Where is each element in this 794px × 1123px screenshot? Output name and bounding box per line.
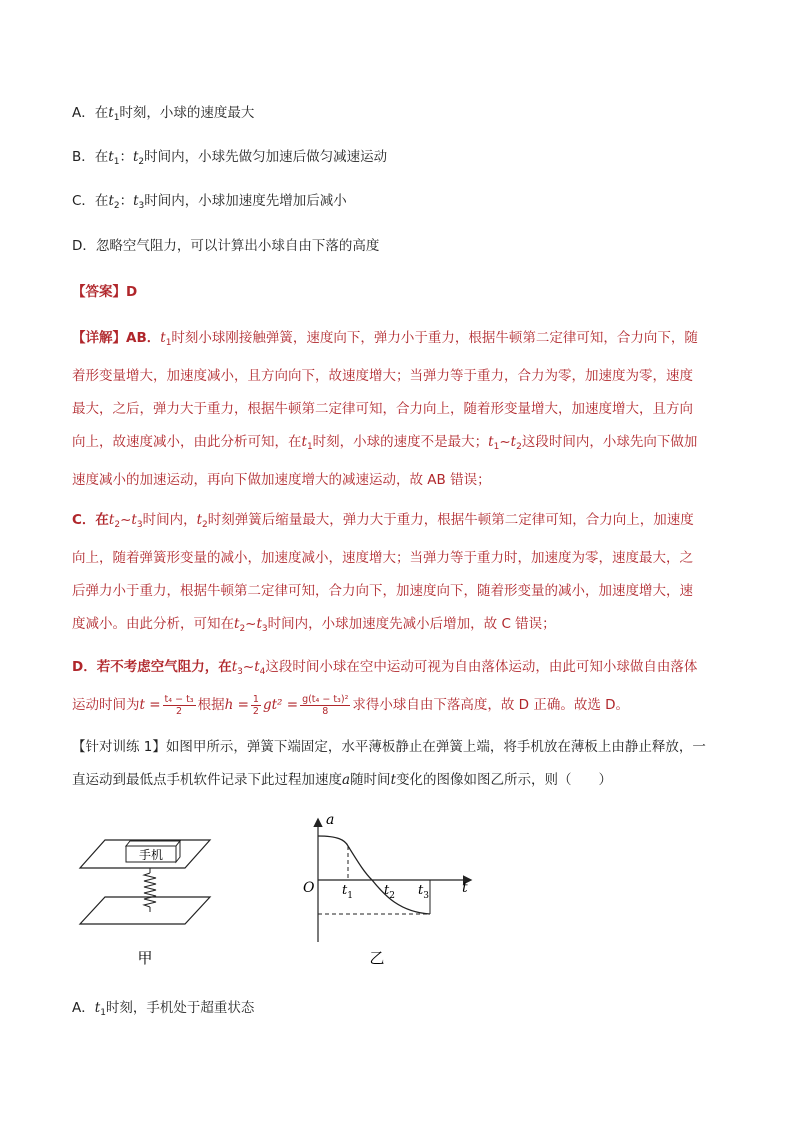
formula-t: t = $\frac{\text{t₄ − t₃}}{2}$ xyxy=(139,693,194,717)
t2-label: $t_2$ xyxy=(384,883,395,901)
origin-label: O xyxy=(303,880,315,896)
axis-y-label: a xyxy=(326,812,335,828)
option-b: B．在$t_1$：$t_2$时间内，小球先做匀加速后做匀减速运动 xyxy=(72,149,388,167)
caption-right: 乙 xyxy=(369,949,385,967)
detail-c: C．在$t_2\sim t_3$时间内，$t_2$时刻弹簧后缩量最大，弹力大于重力，根据牛顿第二定律可知，合力向上，加速度 向上，随着弹簧形变量的减小，加速度减小，速度增大；当弹力等于重力时，加速度为零，速度最大，之 后弹力小于重力，根据牛顿第二定律可知，合力向下，加速度向下，随着形变量的减小，加速度增大，速 度减小。由此分析，可知在$t_2\sim t_3$时间内，小球加速度先减小后增加，故 C 错误； xyxy=(72,512,694,634)
training-option-a: A．$t_1$时刻，手机处于超重状态 xyxy=(72,1000,255,1018)
option-a: A．在$t_1$时刻，小球的速度最大 xyxy=(72,105,255,123)
answer: 【答案】D xyxy=(72,284,138,300)
a-t-curve xyxy=(318,836,430,914)
detail-ab: 【详解】AB．$t_1$时刻小球刚接触弹簧，速度向下，弹力小于重力，根据牛顿第二定律可知，合力向下，随 着形变量增大，加速度减小，且方向向下，故速度增大；当弹力等于重力，合力为零，加速度为零，速度 最大，之后，弹力大于重力，根据牛顿第二定律可知，合力向上，随着形变量增大，加速度增大，且方向 向上，故速度减小，由此分析可知，在$t_1$时刻，小球的速度不是最大；$t_1\sim t_2$这段时间内，小球先向下做加 速度减小的加速运动，再向下做加速度增大的减速运动，故 AB 错误； xyxy=(72,330,698,488)
caption-left: 甲 xyxy=(137,949,153,967)
t1-label: $t_1$ xyxy=(342,883,353,901)
option-d: D．忽略空气阻力，可以计算出小球自由下落的高度 xyxy=(72,238,380,254)
formula-h: h = $\frac{1}{2}$ gt² = $\frac{\text{g(t₄ − t₃)²}}{8}$ xyxy=(224,693,349,717)
t3-label: $t_3$ xyxy=(418,883,429,901)
figure-spring-phone xyxy=(60,830,260,970)
phone-label: 手机 xyxy=(138,848,164,862)
figure-a-t-graph xyxy=(290,810,490,975)
option-c: C．在$t_2$：$t_3$时间内，小球加速度先增加后减小 xyxy=(72,193,347,211)
spring xyxy=(144,868,156,912)
phone-box xyxy=(126,841,180,862)
detail-d: D．若不考虑空气阻力，在$t_3\sim t_4$这段时间小球在空中运动可视为自由落体运动，由此可知小球做自由落体 运动时间为t = $\frac{\text{t₄ − t₃}}{2}$ 根据h = $\frac{1}{2}$ gt² = $\frac{\text{g(t₄ − t₃)²}}{8}$ 求得小球自由下落高度，故 D 正确。故选 D。 xyxy=(72,659,698,717)
axis-x-label: t xyxy=(462,880,468,896)
training-question: 【针对训练 1】如图甲所示，弹簧下端固定，水平薄板静止在弹簧上端，将手机放在薄板上由静止释放，一 直运动到最低点手机软件记录下此过程加速度a随时间t变化的图像如图乙所示，则（ ） xyxy=(72,739,706,788)
bottom-plate xyxy=(80,897,210,924)
